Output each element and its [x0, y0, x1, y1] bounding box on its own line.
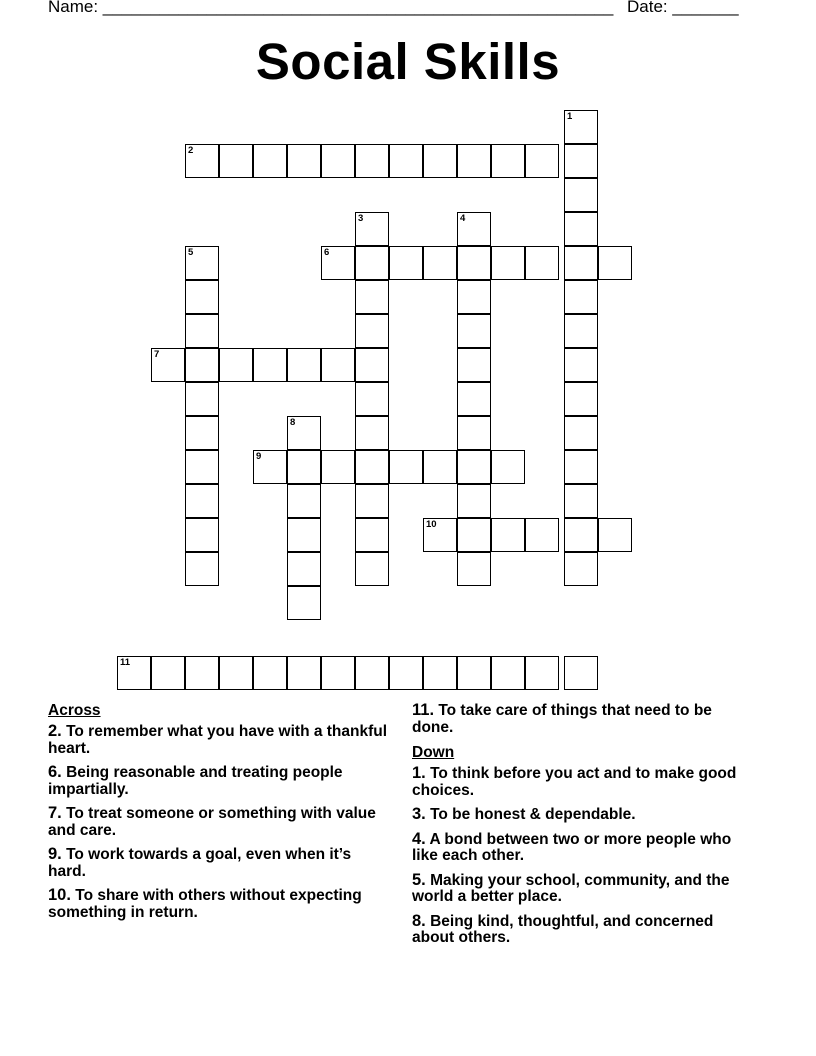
- clue-number: 2.: [48, 722, 62, 740]
- grid-cell[interactable]: [185, 348, 219, 382]
- grid-cell[interactable]: [564, 212, 598, 246]
- grid-cell[interactable]: [564, 484, 598, 518]
- clue-text: To be honest & dependable.: [430, 806, 636, 823]
- grid-cell[interactable]: [457, 518, 491, 552]
- grid-cell[interactable]: [491, 246, 525, 280]
- grid-cell[interactable]: [564, 518, 598, 552]
- grid-cell[interactable]: [321, 348, 355, 382]
- grid-cell[interactable]: [564, 246, 598, 280]
- grid-cell[interactable]: [423, 144, 457, 178]
- grid-cell[interactable]: [564, 382, 598, 416]
- grid-cell[interactable]: [525, 144, 559, 178]
- grid-cell[interactable]: [185, 450, 219, 484]
- clue-text: To think before you act and to make good choices.: [412, 765, 737, 799]
- grid-cell[interactable]: [355, 144, 389, 178]
- grid-cell[interactable]: [253, 656, 287, 690]
- grid-cell[interactable]: [287, 348, 321, 382]
- clue-across-2: [48, 723, 393, 757]
- grid-cell[interactable]: [564, 552, 598, 586]
- clue-number-label: 5: [188, 247, 194, 258]
- clue-number: 1.: [412, 764, 426, 782]
- grid-cell[interactable]: [457, 348, 491, 382]
- clue-number-label: 11: [120, 657, 131, 668]
- clue-text: To work towards a goal, even when it’s hard.: [48, 846, 352, 880]
- grid-cell[interactable]: [253, 450, 287, 484]
- clue-number-label: 3: [358, 213, 364, 224]
- clue-number-label: 9: [256, 451, 262, 462]
- clue-across-10: [48, 887, 393, 921]
- date-field[interactable]: Date: _______: [627, 0, 739, 16]
- grid-cell[interactable]: [321, 450, 355, 484]
- grid-cell[interactable]: [185, 314, 219, 348]
- grid-cell[interactable]: [423, 518, 457, 552]
- clue-across-11: [412, 702, 757, 736]
- clue-text: Being kind, thoughtful, and concerned about others.: [412, 912, 714, 946]
- grid-cell[interactable]: [355, 484, 389, 518]
- grid-cell[interactable]: [457, 416, 491, 450]
- clues-right-column: [412, 700, 757, 954]
- grid-cell[interactable]: [457, 656, 491, 690]
- grid-cell[interactable]: [287, 586, 321, 620]
- page-title: Social Skills: [255, 33, 561, 90]
- grid-cell[interactable]: [185, 382, 219, 416]
- clue-text: Making your school, community, and the world a better place.: [412, 871, 730, 905]
- grid-cell[interactable]: [355, 552, 389, 586]
- grid-cell[interactable]: [355, 382, 389, 416]
- grid-cell[interactable]: [491, 144, 525, 178]
- clue-down-5: [412, 872, 757, 906]
- clue-across-6: [48, 764, 393, 798]
- grid-cell[interactable]: [457, 382, 491, 416]
- clue-number: 10.: [48, 886, 71, 904]
- grid-cell[interactable]: [355, 656, 389, 690]
- clue-number: 7.: [48, 804, 62, 822]
- down-heading: Down: [412, 744, 455, 761]
- clue-text: To treat someone or something with value and care.: [48, 805, 376, 839]
- grid-cell[interactable]: [564, 144, 598, 178]
- clue-text: A bond between two or more people who like each other.: [412, 830, 732, 864]
- grid-cell[interactable]: [564, 314, 598, 348]
- across-heading: Across: [48, 702, 101, 719]
- grid-cell[interactable]: [287, 484, 321, 518]
- grid-cell[interactable]: [525, 518, 559, 552]
- clue-number-label: 2: [188, 145, 194, 156]
- grid-cell[interactable]: [457, 450, 491, 484]
- grid-cell[interactable]: [287, 518, 321, 552]
- grid-cell[interactable]: [457, 212, 491, 246]
- clue-number-label: 8: [290, 417, 296, 428]
- clue-number: 11.: [412, 701, 435, 719]
- grid-cell[interactable]: [389, 144, 423, 178]
- clue-down-3: [412, 806, 757, 824]
- clue-down-4: [412, 831, 757, 865]
- clue-number-label: 4: [460, 213, 466, 224]
- grid-cell[interactable]: [185, 656, 219, 690]
- grid-cell[interactable]: [564, 450, 598, 484]
- grid-cell[interactable]: [219, 144, 253, 178]
- grid-cell[interactable]: [287, 450, 321, 484]
- grid-cell[interactable]: [321, 656, 355, 690]
- grid-cell[interactable]: [287, 416, 321, 450]
- grid-cell[interactable]: [185, 484, 219, 518]
- grid-cell[interactable]: [355, 212, 389, 246]
- clue-number: 9.: [48, 845, 62, 863]
- grid-cell[interactable]: [598, 246, 632, 280]
- grid-cell[interactable]: [423, 246, 457, 280]
- grid-cell[interactable]: [491, 656, 525, 690]
- clue-number-label: 6: [324, 247, 330, 258]
- grid-cell[interactable]: [564, 348, 598, 382]
- grid-cell[interactable]: [564, 110, 598, 144]
- clues-left-column: [48, 700, 393, 928]
- grid-cell[interactable]: [355, 280, 389, 314]
- clue-number-label: 1: [567, 111, 573, 122]
- grid-cell[interactable]: [564, 656, 598, 690]
- grid-cell[interactable]: [491, 518, 525, 552]
- clue-number: 5.: [412, 870, 426, 889]
- grid-cell[interactable]: [389, 246, 423, 280]
- grid-cell[interactable]: [287, 144, 321, 178]
- name-field[interactable]: Name: ______________________________________________________: [48, 0, 614, 16]
- grid-cell[interactable]: [491, 450, 525, 484]
- clue-number-label: 10: [426, 519, 437, 530]
- grid-cell[interactable]: [355, 348, 389, 382]
- grid-cell[interactable]: [525, 656, 559, 690]
- grid-cell[interactable]: [287, 656, 321, 690]
- grid-cell[interactable]: [457, 314, 491, 348]
- grid-cell[interactable]: [321, 144, 355, 178]
- clue-number: 6.: [48, 763, 62, 781]
- grid-cell[interactable]: [287, 552, 321, 586]
- clue-across-7: [48, 805, 393, 839]
- clue-text: To share with others without expecting something in return.: [48, 887, 362, 921]
- clue-number-label: 7: [154, 349, 160, 360]
- grid-cell[interactable]: [151, 348, 185, 382]
- clue-across-9: [48, 846, 393, 880]
- grid-cell[interactable]: [185, 518, 219, 552]
- grid-cell[interactable]: [457, 280, 491, 314]
- grid-cell[interactable]: [355, 518, 389, 552]
- clue-text: To remember what you have with a thankful heart.: [48, 723, 388, 757]
- grid-cell[interactable]: [185, 552, 219, 586]
- grid-cell[interactable]: [355, 416, 389, 450]
- grid-cell[interactable]: [321, 246, 355, 280]
- grid-cell[interactable]: [564, 280, 598, 314]
- grid-cell[interactable]: [457, 144, 491, 178]
- clue-number: 8.: [412, 911, 426, 930]
- grid-cell[interactable]: [423, 450, 457, 484]
- grid-cell[interactable]: [219, 656, 253, 690]
- grid-cell[interactable]: [389, 450, 423, 484]
- grid-cell[interactable]: [598, 518, 632, 552]
- clue-down-8: [412, 913, 757, 947]
- clue-text: Being reasonable and treating people impartially.: [48, 764, 343, 798]
- grid-cell[interactable]: [355, 246, 389, 280]
- grid-cell[interactable]: [355, 314, 389, 348]
- clue-number: 4.: [412, 829, 426, 848]
- grid-cell[interactable]: [185, 246, 219, 280]
- grid-cell[interactable]: [389, 656, 423, 690]
- grid-cell[interactable]: [564, 416, 598, 450]
- grid-cell[interactable]: [564, 178, 598, 212]
- grid-cell[interactable]: [117, 656, 151, 690]
- grid-cell[interactable]: [525, 246, 559, 280]
- grid-cell[interactable]: [219, 348, 253, 382]
- grid-cell[interactable]: [457, 246, 491, 280]
- grid-cell[interactable]: [185, 280, 219, 314]
- grid-cell[interactable]: [185, 144, 219, 178]
- grid-cell[interactable]: [457, 484, 491, 518]
- grid-cell[interactable]: [253, 348, 287, 382]
- grid-cell[interactable]: [355, 450, 389, 484]
- grid-cell[interactable]: [185, 416, 219, 450]
- clue-number: 3.: [412, 805, 426, 823]
- grid-cell[interactable]: [151, 656, 185, 690]
- clue-text: To take care of things that need to be done.: [412, 702, 712, 736]
- grid-cell[interactable]: [423, 656, 457, 690]
- grid-cell[interactable]: [253, 144, 287, 178]
- clue-down-1: [412, 765, 757, 799]
- grid-cell[interactable]: [457, 552, 491, 586]
